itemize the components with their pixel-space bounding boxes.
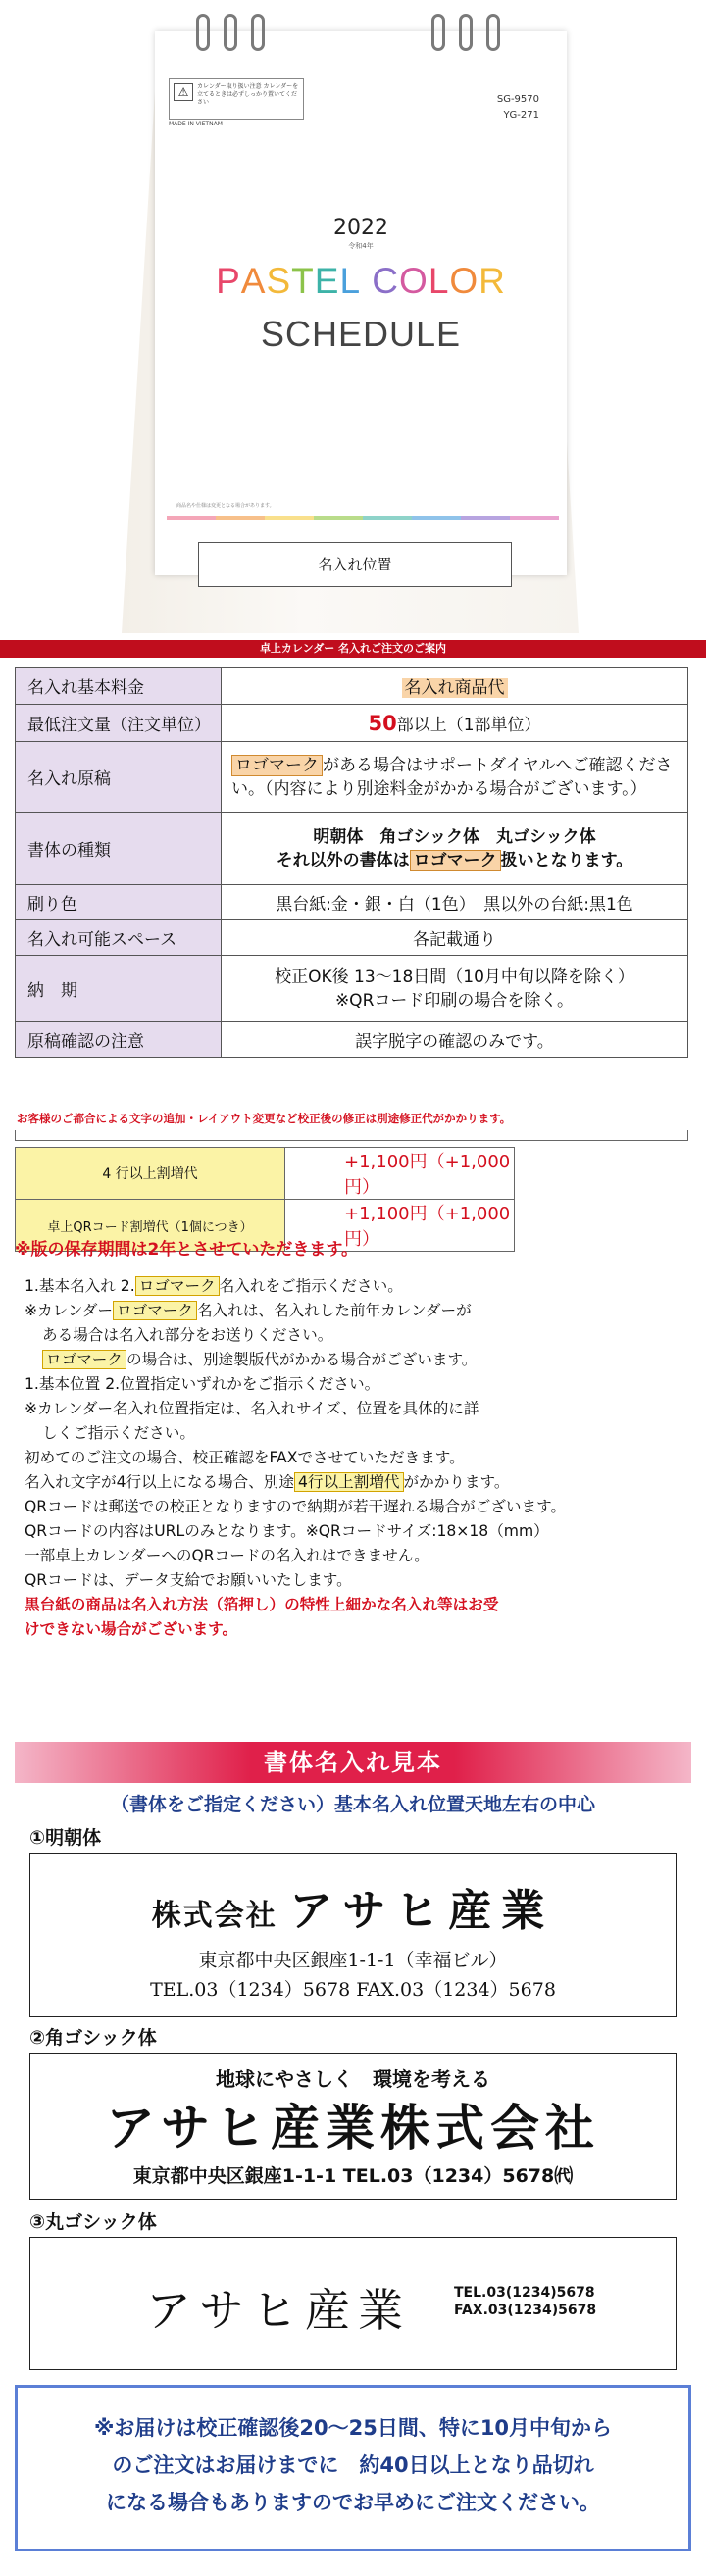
change-notice: お客様のご都合による文字の追加・レイアウト変更など校正後の修正は別途修正代がかかります。 bbox=[17, 1112, 512, 1125]
delivery-value: 校正OK後 13～18日間（10月中旬以降を除く） ※QRコード印刷の場合を除く。 bbox=[222, 956, 688, 1022]
check-value: 誤字脱字の確認のみです。 bbox=[222, 1022, 688, 1058]
delivery-notice-line: になる場合もありますのでお早めにご注文ください。 bbox=[106, 2491, 600, 2514]
title-letter: O bbox=[399, 261, 429, 301]
divider bbox=[15, 1130, 688, 1141]
color-stripe bbox=[363, 516, 412, 520]
note-line: しくご指示ください。 bbox=[42, 1424, 195, 1442]
color-stripe bbox=[216, 516, 265, 520]
note-line: 名入れ文字が4行以上になる場合、別途 4行以上割増代 がかかります。 bbox=[25, 1473, 510, 1491]
title-letter: A bbox=[240, 261, 267, 301]
note-line: QRコードの内容はURLのみとなります。※QRコードサイズ:18×18（mm） bbox=[25, 1522, 549, 1540]
name-space-value: 各記載通り bbox=[222, 920, 688, 956]
color-stripe bbox=[510, 516, 559, 520]
manuscript-label: 名入れ原稿 bbox=[16, 742, 222, 813]
calendar-year: 2022 bbox=[333, 216, 388, 240]
note-line: 一部卓上カレンダーへのQRコードの名入れはできません。 bbox=[25, 1547, 429, 1564]
title-letter: L bbox=[339, 261, 362, 301]
ring-icon bbox=[251, 14, 265, 51]
kaku-tagline: 地球にやさしく 環境を考える bbox=[216, 2067, 490, 2091]
ring-icon bbox=[459, 14, 473, 51]
note-line: QRコードは郵送での校正となりますので納期が若干遅れる場合がございます。 bbox=[25, 1498, 567, 1515]
min-qty-label: 最低注文量（注文単位） bbox=[16, 705, 222, 742]
base-fee-label: 名入れ基本料金 bbox=[16, 668, 222, 705]
note-line: ※カレンダー名入れ位置指定は、名入れサイズ、位置を具体的に詳 bbox=[25, 1400, 479, 1417]
maru-fax: FAX.03(1234)5678 bbox=[454, 2303, 597, 2318]
kaku-title: ②角ゴシック体 bbox=[29, 2027, 157, 2049]
title-letter: L bbox=[428, 261, 450, 301]
title-letter: T bbox=[291, 261, 315, 301]
maru-tel: TEL.03(1234)5678 bbox=[454, 2285, 595, 2301]
title-letter bbox=[361, 261, 372, 302]
kaku-company: アサヒ産業株式会社 bbox=[106, 2100, 600, 2156]
print-color-value: 黒台紙:金・銀・白（1色） 黒以外の台紙:黒1色 bbox=[222, 885, 688, 920]
extra-fee-value: +1,100円（+1,000円） bbox=[285, 1200, 515, 1252]
font-type-label: 書体の種類 bbox=[16, 813, 222, 885]
extra-fee-value: +1,100円（+1,000円） bbox=[285, 1148, 515, 1200]
order-header: 卓上カレンダー 名入れご注文のご案内 bbox=[0, 640, 706, 658]
delivery-notice-line: のご注文はお届けまでに 約40日以上となり品切れ bbox=[112, 2453, 594, 2477]
note-line: けできない場合がございます。 bbox=[25, 1620, 238, 1638]
order-notes bbox=[25, 1274, 691, 1642]
title-letter: C bbox=[372, 261, 400, 301]
calendar-era: 令和4年 bbox=[348, 242, 374, 250]
title-letter: P bbox=[216, 261, 241, 301]
print-color-label: 刷り色 bbox=[16, 885, 222, 920]
note-line: 1.基本名入れ 2. ロゴマーク 名入れをご指示ください。 bbox=[25, 1277, 403, 1295]
font-sample-subtitle: （書体をご指定ください）基本名入れ位置天地左右の中心 bbox=[110, 1794, 595, 1815]
delivery-notice bbox=[15, 2385, 691, 2551]
color-stripe bbox=[167, 516, 216, 520]
ring-icon bbox=[486, 14, 500, 51]
warning-icon: ⚠ bbox=[174, 83, 193, 101]
note-line: 初めてのご注文の場合、校正確認をFAXでさせていただきます。 bbox=[25, 1449, 465, 1466]
maru-company: アサヒ産業 bbox=[146, 2284, 411, 2337]
caution-label bbox=[169, 78, 304, 120]
title-letter: O bbox=[449, 261, 479, 301]
plate-keep-notice: ※版の保存期間は2年とさせていただきます。 bbox=[15, 1240, 358, 1260]
color-stripe bbox=[265, 516, 314, 520]
mincho-title: ①明朝体 bbox=[29, 1827, 102, 1849]
kaku-address: 東京都中央区銀座1-1-1 TEL.03（1234）5678㈹ bbox=[132, 2165, 574, 2187]
title-letter: R bbox=[479, 261, 506, 301]
ring-icon bbox=[196, 14, 210, 51]
mincho-sample bbox=[29, 1853, 677, 2017]
font-sample-banner: 書体名入れ見本 bbox=[15, 1742, 691, 1783]
name-position-box: 名入れ位置 bbox=[198, 542, 512, 587]
mincho-address: 東京都中央区銀座1-1-1（幸福ビル） bbox=[198, 1950, 508, 1971]
order-table bbox=[15, 667, 688, 1058]
note-line: ある場合は名入れ部分をお送りください。 bbox=[42, 1326, 333, 1344]
font-type-value: 明朝体 角ゴシック体 丸ゴシック体 それ以外の書体は ロゴマーク 扱いとなります。 bbox=[222, 813, 688, 885]
note-line: ロゴマーク の場合は、別途製版代がかかる場合がございます。 bbox=[25, 1348, 691, 1372]
maru-sample bbox=[29, 2237, 677, 2370]
calendar-subtitle: SCHEDULE bbox=[260, 314, 462, 354]
note-line: ※カレンダー ロゴマーク 名入れは、名入れした前年カレンダーが bbox=[25, 1302, 472, 1319]
mincho-company: 株式会社 アサヒ産業 bbox=[151, 1886, 555, 1936]
ring-icon bbox=[431, 14, 445, 51]
product-image bbox=[0, 0, 706, 637]
manuscript-value: ロゴマーク がある場合はサポートダイヤルへご確認くださ い。（内容により別途料金がかかる場合がございます。） bbox=[222, 742, 688, 813]
note-line: 黒台紙の商品は名入れ方法（箔押し）の特性上細かな名入れ等はお受 bbox=[25, 1596, 499, 1613]
check-label: 原稿確認の注意 bbox=[16, 1022, 222, 1058]
color-stripe bbox=[412, 516, 461, 520]
calendar-title bbox=[155, 261, 567, 302]
mincho-tel: TEL.03（1234）5678 FAX.03（1234）5678 bbox=[150, 1979, 556, 2001]
delivery-notice-line: ※お届けは校正確認後20～25日間、特に10月中旬から bbox=[93, 2416, 613, 2440]
note-line: 1.基本位置 2.位置指定いずれかをご指示ください。 bbox=[25, 1375, 380, 1393]
delivery-label: 納 期 bbox=[16, 956, 222, 1022]
extra-fee-label: 卓上QRコード割増代（1個につき） bbox=[16, 1200, 285, 1252]
title-letter: S bbox=[266, 261, 292, 301]
ring-icon bbox=[224, 14, 237, 51]
kaku-sample bbox=[29, 2053, 677, 2200]
base-fee-value: 名入れ商品代 bbox=[222, 668, 688, 705]
color-stripe bbox=[461, 516, 510, 520]
name-space-label: 名入れ可能スペース bbox=[16, 920, 222, 956]
title-letter: E bbox=[314, 261, 340, 301]
maru-title: ③丸ゴシック体 bbox=[29, 2211, 157, 2233]
fine-print: 商品名や仕様は変更となる場合があります。 bbox=[176, 503, 275, 509]
color-stripe bbox=[314, 516, 363, 520]
caution-text: カレンダー取り扱い注意 カレンダーを立てるときは必ずしっかり置いてください bbox=[197, 83, 299, 106]
made-in-text: MADE IN VIETNAM bbox=[169, 121, 223, 127]
min-qty-value: 50部以上（1部単位） bbox=[222, 705, 688, 742]
note-line: QRコードは、データ支給でお願いいたします。 bbox=[25, 1571, 352, 1589]
product-code: YG-271 bbox=[503, 110, 539, 121]
extra-fee-label: 4 行以上割増代 bbox=[16, 1148, 285, 1200]
product-code: SG-9570 bbox=[496, 94, 539, 105]
